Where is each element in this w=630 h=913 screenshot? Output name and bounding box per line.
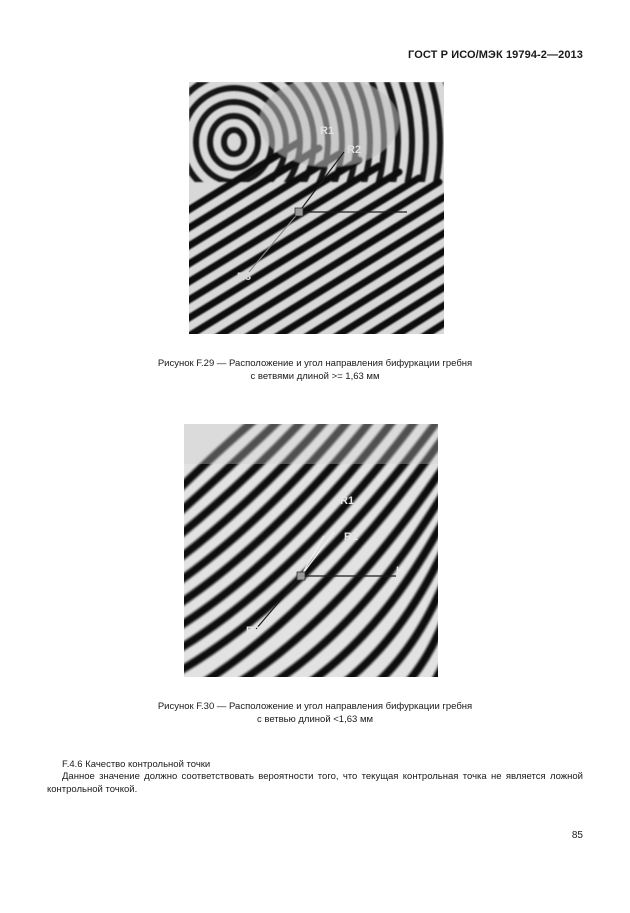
minutia-marker: [297, 572, 305, 580]
label-r3: R3: [237, 271, 252, 283]
minutia-marker: [295, 208, 303, 216]
figure-1-caption-line-2: с ветвями длиной >= 1,63 мм: [250, 371, 380, 382]
label-r1: R1: [340, 495, 355, 507]
label-r3: R3: [246, 625, 261, 637]
label-h: H: [396, 565, 404, 577]
label-r2: R2: [344, 531, 359, 543]
figure-1-caption-line-1: Рисунок F.29 — Расположение и угол направления бифуркации гребня: [157, 358, 473, 369]
figure-2-caption-line-2: с ветвью длиной <1,63 мм: [256, 714, 374, 725]
fingerprint-figure-1: [189, 82, 444, 334]
fingerprint-ridge-image-1: [189, 82, 444, 334]
figure-1-caption: [0, 357, 630, 383]
standard-header: ГОСТ Р ИСО/МЭК 19794-2—2013: [408, 49, 583, 61]
fingerprint-figure-2: [184, 424, 438, 677]
label-r2: R2: [347, 144, 362, 156]
figure-2-caption-line-1: Рисунок F.30 — Расположение и угол направления бифуркации гребня: [157, 701, 473, 712]
figure-2-caption: [0, 700, 630, 726]
label-r1: R1: [320, 125, 335, 137]
section-paragraph: Данное значение должно соответствовать вероятности того, что текущая контрольная точка не является ложной контрольной точкой.: [47, 771, 583, 795]
page-number: 85: [571, 830, 583, 841]
fingerprint-ridge-image-2: [184, 424, 438, 677]
section-title: F.4.6 Качество контрольной точки: [62, 759, 211, 770]
